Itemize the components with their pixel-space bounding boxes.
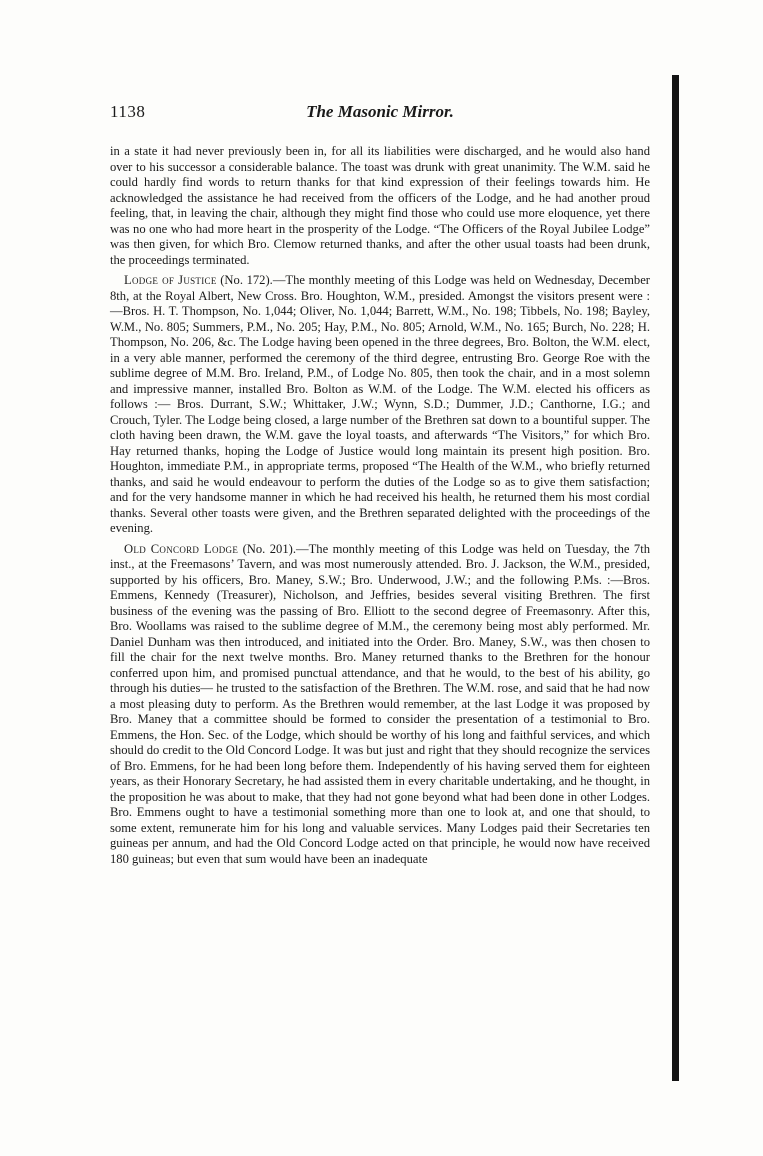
running-title: The Masonic Mirror. — [306, 102, 454, 121]
paragraph-lodge-of-justice — [110, 273, 650, 537]
lodge-name-heading: Old Concord Lodge — [124, 541, 239, 556]
paragraph-text: (No. 201).—The monthly meeting of this Lodge was held on Tuesday, the 7th inst., at the Freemasons’ Tavern, and was most numerously attended. Bro. J. Jackson, the W.M., presided, supported by his officers, Bro. Maney, S.W.; Bro. Underwood, J.W.; and the following P.Ms. :—Bros. Emmens, Kennedy (Treasurer), Nicholson, and Jeffries, besides several visiting Brethren. The first business of the evening was the passing of Bro. Elliott to the second degree of Freemasonry. After this, Bro. Woollams was raised to the sublime degree of M.M., the ceremony being most ably performed. Mr. Daniel Dunham was then introduced, and initiated into the Order. Bro. Maney, S.W., was then chosen to fill the chair for the next twelve months. Bro. Maney returned thanks to the Brethren for the honour conferred upon him, and promised punctual attendance, and that he would, to the best of his ability, go through his duties— he trusted to the satisfaction of the Brethren. The W.M. rose, and said that he had now a most pleasing duty to perform. As the Brethren would remember, at the last Lodge it was proposed by Bro. Maney that a committee should be formed to consider the presentation of a testimonial to Bro. Emmens, the Hon. Sec. of the Lodge, which should be worthy of his long and faithful services, and which should do credit to the Old Concord Lodge. It was but just and right that they should recognize the services of Bro. Emmens, for he had been long before them. Independently of his having served them for eighteen years, as their Honorary Secretary, he had assisted them in every charitable undertaking, and he thought, in the proposition he was about to make, that they had not gone beyond what had been done in other Lodges. Bro. Emmens ought to have a testimonial something more than one to look at, and one that should, to some extent, remunerate him for his long and valuable services. Many Lodges paid their Secretaries ten guineas per annum, and had the Old Concord Lodge acted on that principle, he would now have received 180 guineas; but even that sum would have been an inadequate — [110, 541, 651, 866]
paragraph-text: in a state it had never previously been in, for all its liabilities were discharged, and he would also hand over to his successor a considerable balance. The toast was drunk with great unanimity. The W.M. said he could hardly find words to return thanks for that kind expression of their feelings towards him. He acknowledged the assistance he had received from the officers of the Lodge, and he had another proud feeling, that, in leaving the chair, although they might find those who could use more eloquence, yet there was no one who had more heart in the prosperity of the Lodge. “The Officers of the Royal Jubilee Lodge” was then given, for which Bro. Clemow returned thanks, and after the other usual toasts had been drunk, the proceedings terminated. — [110, 144, 650, 267]
page-number: 1138 — [110, 102, 146, 121]
paragraph-royal-jubilee-continued — [110, 144, 650, 268]
lodge-name-heading: Lodge of Justice — [124, 273, 217, 287]
page-header — [110, 102, 650, 124]
paragraph-old-concord-lodge — [110, 542, 650, 868]
article-body — [110, 144, 650, 872]
paragraph-text: (No. 172).—The monthly meeting of this Lodge was held on Wednesday, December 8th, at the Royal Albert, New Cross. Bro. Houghton, W.M., presided. Amongst the visitors present were :—Bros. H. T. Thompson, No. 1,044; Oliver, No. 1,044; Barrett, W.M., No. 198; Tibbels, No. 198; Bayley, W.M., No. 805; Summers, P.M., No. 205; Hay, P.M., No. 805; Arnold, W.M., No. 165; Burch, No. 228; H. Thompson, No. 206, &c. The Lodge having been opened in the three degrees, Bro. Bolton, the W.M. elect, in a very able manner, performed the ceremony of the third degree, entrusting Bro. George Roe with the sublime degree of M.M. Bro. Ireland, P.M., of Lodge No. 805, then took the chair, and in a most solemn and impressive manner, installed Bro. Bolton as W.M. of the Lodge. The W.M. elected his officers as follows :— Bros. Durrant, S.W.; Whittaker, J.W.; Wynn, S.D.; Dummer, J.D.; Canthorne, I.G.; and Crouch, Tyler. The Lodge being closed, a large number of the Brethren sat down to a bountiful supper. The cloth having been drawn, the W.M. gave the loyal toasts, and afterwards “The Visitors,” for which Bro. Hay returned thanks, hoping the Lodge of Justice would long maintain its present high position. Bro. Houghton, immediate P.M., in appropriate terms, proposed “The Health of the W.M., who briefly returned thanks, and said he would endeavour to perform the duties of the Lodge so as to give them satisfaction; and for the very handsome manner in which he had received his health, he returned them his most cordial thanks. Several other toasts were given, and the Brethren separated delighted with the proceedings of the evening. — [110, 273, 650, 535]
page-edge-rule — [672, 75, 679, 1081]
